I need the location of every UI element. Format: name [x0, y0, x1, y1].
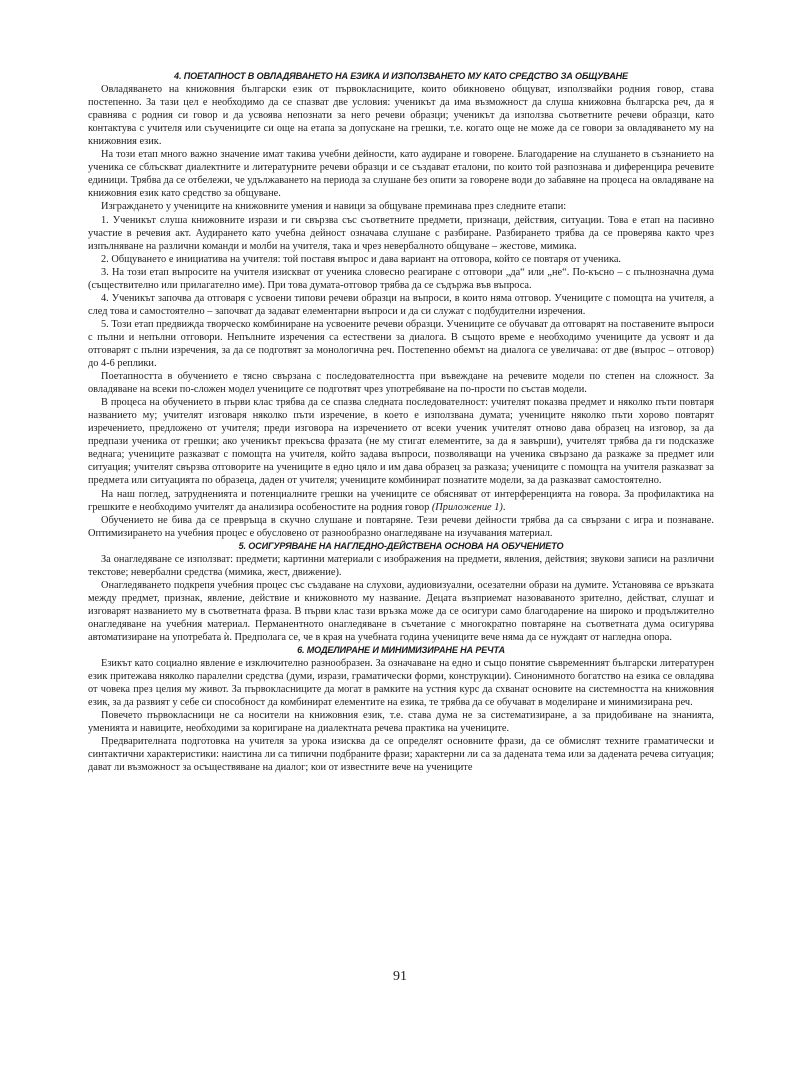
- list-item: 2. Общуването е инициатива на учителя: той поставя въпрос и дава вариант на отговора, който се повтаря от ученика.: [101, 253, 622, 265]
- paragraph-end: .: [502, 501, 506, 513]
- list-item: 5. Този етап предвижда творческо комбиниране на усвоените речеви образци. Учениците се обучават да отговарят на поставените въпроси с пълни и непълни отговори. Непълните изречения са естествени за диалога. В същото време е необходимо учениците да усвоят и да отговарят с пълни изречения, за да се подготвят за монологична реч. Постепенно обемът на диалога се увеличава: от две (въпрос – отговор) до 4-6 реплики.: [88, 318, 714, 370]
- paragraph: Повечето първокласници не са носители на книжовния език, т.е. става дума не за систематизиране, а за придобиване на знанията, уменията и навиците, необходими за коригиране на диалектната речева практика на учениците.: [88, 710, 714, 735]
- page-content: [88, 70, 714, 775]
- section-heading-5: 5. ОСИГУРЯВАНЕ НА НАГЛЕДНО-ДЕЙСТВЕНА ОСНОВА НА ОБУЧЕНИЕТО: [238, 540, 564, 551]
- section-heading-4: 4. ПОЕТАПНОСТ В ОВЛАДЯВАНЕТО НА ЕЗИКА И ИЗПОЛЗВАНЕТО МУ КАТО СРЕДСТВО ЗА ОБЩУВАНЕ: [174, 71, 628, 81]
- paragraph: Обучението не бива да се превръща в скучно слушане и повтаряне. Тези речеви дейности трябва да са свързани с игра и познаване. Оптимизирането на учебния процес е обусловено от разнообразно онагледяване на изучавания материал.: [88, 514, 714, 539]
- paragraph: Езикът като социално явление е изключително разнообразен. За означаване на едно и също понятие съвременният български литературен език притежава няколко паралелни средства (думи, изрази, граматически форми, конструкции). Синонимното богатство на езика се овладява от човека през целия му живот. За първокласниците да могат в рамките на устния курс да схванат основите на системността на книжовния език, за да развият у себе си способност да комбинират елементите на езика, те трябва да се обучават в моделиране и минимизирана реч.: [88, 658, 714, 709]
- section-heading-6: 6. МОДЕЛИРАНЕ И МИНИМИЗИРАНЕ НА РЕЧТА: [297, 645, 505, 656]
- paragraph: Овладяването на книжовния български език от първокласниците, които обикновено общуват, използвайки родния говор, става постепенно. За тази цел е необходимо да се спазват две условия: ученикът да има възможност да слуша книжовна българска реч, да я сравнява с родния си говор и да усвоява непознати за него речеви образци; ученикът да използва съответните речеви образци, като контактува с учителя или съучениците си още на етапа за допускане на грешки, т.е. когато още не може да се говори за овладяването му на книжовния език.: [88, 84, 714, 148]
- list-item: 4. Ученикът започва да отговаря с усвоени типови речеви образци на въпроси, в които няма отговор. Учениците с помощта на учителя, а след това и самостоятелно – започват да задават елементарни въпроси и да си служат с подбудителни изречения.: [88, 292, 714, 317]
- paragraph: В процеса на обучението в първи клас трябва да се спазва следната последователност: учителят показва предмет и няколко пъти повтаря названието му; учителят изговаря няколко пъти изречение, в което е използвана думата; учениците няколко пъти хорово повтарят изречението, предложено от учителя; преди изговора на изречението от всеки ученик учителят отново дава образец на изговор, за да предпази ученика от грешки; ако ученикът прекъсва фразата (не му стигат елементите, за да я завърши), учителят трябва да ги подсказже веднага; учениците разказват с помощта на учителя, който задава въпроси, позволяващи на ученика свързано да разкаже за предмет или ситуация; учителят свързва отговорите на учениците в едно цяло и им дава образец за разказа; учениците с помощта на учителя разказват за предмета или ситуацията по образеца, даден от учителя; учениците комбинират познатите модели, за да разказват самостоятелно.: [88, 397, 714, 487]
- list-item: 3. На този етап въпросите на учителя изискват от ученика словесно реагиране с отговори „да“ или „не“. По-късно – с пълнозначна дума (съществително или прилагателно име). При това думата-отговор трябва да се съдържа във въпроса.: [88, 266, 714, 291]
- paragraph: За онагледяване се използват: предмети; картинни материали с изображения на предмети, явления, действия; звукови записи на различни текстове; невербални средства (мимика, жест, движение).: [88, 553, 714, 578]
- paragraph: Поетапността в обучението е тясно свързана с последователността при въвеждане на речевите модели по степен на сложност. За овладяване на всеки по-сложен модел учениците се подготвят чрез употребяване на по-прости по състав модели.: [88, 371, 714, 396]
- paragraph: На този етап много важно значение имат такива учебни дейности, като аудиране и говорене. Благодарение на слушането в съзнанието на ученика се сблъскват диалектните и литературните речеви образци и се създават еталони, по които той разпознава и диференцира речевите единици. Трябва да се отбележи, че удължаването на периода за слушане без опити за говорене води до забавяне на процеса на овладяване на книжовния език като средство за общуване.: [88, 149, 714, 200]
- paragraph: [88, 488, 714, 514]
- page-number: 91: [393, 969, 407, 984]
- list-item: 1. Ученикът слуша книжовните изрази и ги свързва със съответните предмети, признаци, действия, ситуации. Това е етап на пасивно участие в речевия акт. Аудирането като учебна дейност означава слушане с разбиране. Разбирането трябва да се проверява както чрез изпълняване на различни команди и молби на учителя, така и чрез невербалното общуване – жестове, мимика.: [88, 214, 714, 252]
- paragraph: Онагледяването подкрепя учебния процес със създаване на слухови, аудиовизуални, осезателни образи на думите. Установява се връзката между предмет, признак, явление, действие и книжовното му название. Децата възприемат назоваваното зрително, действат, слушат и изговарят названието му в съответната фраза. В първи клас тази връзка може да се осигури само благодарение на широко и продължително онагледяване на учебния материал. Перманентното онагледяване в съчетание с многократно повтаряне на съответната дума осигурява автоматизиране на употребата ѝ. Предполага се, че в края на учебната година учениците вече няма да се нуждаят от нагледна опора.: [88, 579, 714, 644]
- paragraph: Предварителната подготовка на учителя за урока изисква да се определят основните фрази, да се обмислят техните граматически и синтактични характеристики: наистина ли са типични подбраните фрази; характерни ли са за дадената тема или за дадената речева ситуация; дават ли възможност за осъществяване на диалог; кои от известните вече на учениците: [88, 736, 714, 774]
- paragraph-text: На наш поглед, затрудненията и потенциалните грешки на учениците се обясняват от интерференцията на говора. За профилактика на грешките е необходимо учителят да анализира особеностите на родния говор: [88, 488, 714, 513]
- appendix-reference: (Приложение 1): [431, 501, 503, 513]
- paragraph: Изграждането у учениците на книжовните умения и навици за общуване преминава през следните етапи:: [101, 201, 567, 213]
